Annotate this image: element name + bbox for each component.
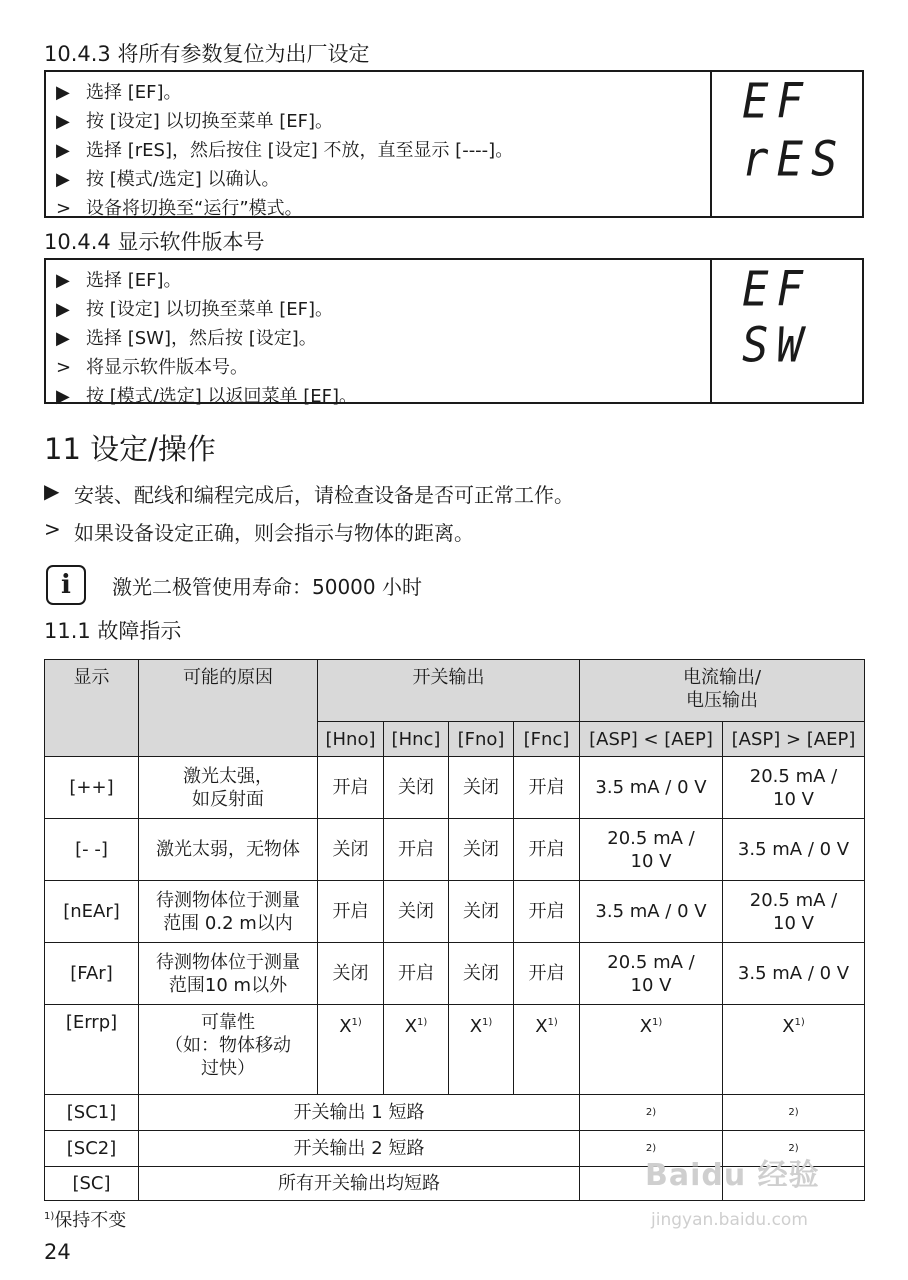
display-readout-sw: SW [742,317,811,374]
cell-hnc: 关闭 [384,757,449,819]
watermark-url: jingyan.baidu.com [651,1210,808,1230]
cell-display: [SC2] [45,1131,139,1167]
footnote: $^{1)}$保持不变 [44,1210,127,1231]
step-item [56,78,716,107]
result-line [44,517,474,546]
step-text: 按 [设定] 以切换至菜单 [EF]。 [86,299,333,320]
cell-fno: 关闭 [449,819,514,881]
cell-analog-2: $X^{1)}$ [723,1005,865,1095]
display-panel [710,72,862,216]
step-text: 选择 [rES]，然后按住 [设定] 不放，直至显示 [----]。 [86,140,514,161]
step-arrow-icon: ▶ [56,140,70,161]
header-fno: [Fno] [449,722,514,757]
cell-fnc: 开启 [514,943,580,1005]
display-readout-res: rES [742,131,846,188]
cell-fno: 关闭 [449,881,514,943]
step-item [56,295,716,324]
cell-fno: 关闭 [449,757,514,819]
cell-analog-1: $X^{1)}$ [580,1005,723,1095]
step-arrow-icon: ▶ [56,82,70,103]
cell-cause: 待测物体位于测量 范围 0.2 m以内 [139,881,318,943]
cell-display: [SC] [45,1167,139,1201]
section-title-10-4-3: 10.4.3 将所有参数复位为出厂设定 [44,42,370,66]
reset-steps [46,72,716,219]
step-arrow-icon: ▶ [56,111,70,132]
display-readout-ef: EF [742,261,811,318]
cell-fno: $X^{1)}$ [449,1005,514,1095]
result-marker: > [56,357,72,378]
cell-fnc: $X^{1)}$ [514,1005,580,1095]
display-readout-ef: EF [742,73,811,130]
cell-fnc: 开启 [514,819,580,881]
cell-display: [++] [45,757,139,819]
cell-analog-1: 2) [580,1095,723,1131]
cell-hnc: 开启 [384,943,449,1005]
cell-hno: 开启 [318,881,384,943]
step-text: 按 [设定] 以切换至菜单 [EF]。 [86,111,333,132]
cell-display: [nEAr] [45,881,139,943]
table-row [45,881,865,943]
header-analog-output: 电流输出/ 电压输出 [580,660,865,722]
laser-lifetime-note: 激光二极管使用寿命：50000 小时 [112,575,422,599]
table-row [45,1095,865,1131]
result-marker: > [56,198,72,219]
cell-analog-2: 2) [723,1095,865,1131]
table-row [45,757,865,819]
step-text: 选择 [SW]，然后按 [设定]。 [86,328,317,349]
step-item [56,136,716,165]
cell-fno: 关闭 [449,943,514,1005]
step-text: 将显示软件版本号。 [86,357,248,378]
cell-analog-1: 20.5 mA / 10 V [580,819,723,881]
page-number: 24 [44,1240,71,1264]
cell-analog-2: 3.5 mA / 0 V [723,943,865,1005]
section-title-10-4-4: 10.4.4 显示软件版本号 [44,230,265,254]
result-text: 如果设备设定正确，则会指示与物体的距离。 [74,521,474,545]
header-asp-lt-aep: [ASP] < [AEP] [580,722,723,757]
cell-analog-1: 2) [580,1131,723,1167]
table-row [45,819,865,881]
cell-analog-2: 20.5 mA / 10 V [723,757,865,819]
reset-instructions-box [44,70,864,218]
step-item [56,324,716,353]
header-hnc: [Hnc] [384,722,449,757]
step-item [56,266,716,295]
cell-fnc: 开启 [514,881,580,943]
cell-display: [FAr] [45,943,139,1005]
cell-hnc: $X^{1)}$ [384,1005,449,1095]
cell-hno: $X^{1)}$ [318,1005,384,1095]
cell-analog-2: 20.5 mA / 10 V [723,881,865,943]
cell-display: [SC1] [45,1095,139,1131]
instruction-line [44,479,574,508]
chapter-title: 11 设定/操作 [44,432,216,466]
step-item [56,107,716,136]
header-cause: 可能的原因 [139,660,318,757]
fault-indication-table [44,659,865,1201]
cell-analog-1: 20.5 mA / 10 V [580,943,723,1005]
cell-hnc: 开启 [384,819,449,881]
header-fnc: [Fnc] [514,722,580,757]
cell-hnc: 关闭 [384,881,449,943]
step-arrow-icon: ▶ [56,299,70,320]
cell-analog-2: 2) [723,1131,865,1167]
header-switch-output: 开关输出 [318,660,580,722]
software-version-box [44,258,864,407]
step-text: 选择 [EF]。 [86,82,182,103]
baidu-watermark [645,1150,860,1245]
display-panel [710,260,862,402]
version-steps [46,260,716,407]
header-asp-gt-aep: [ASP] > [AEP] [723,722,865,757]
step-text: 按 [模式/选定] 以返回菜单 [EF]。 [86,386,358,407]
cell-cause: 开关输出 2 短路 [139,1131,580,1167]
table-row [45,1005,865,1095]
table-header-row [45,660,865,722]
header-display: 显示 [45,660,139,757]
cell-analog-1: 3.5 mA / 0 V [580,757,723,819]
cell-fnc: 开启 [514,757,580,819]
step-item [56,382,716,411]
cell-display: [- -] [45,819,139,881]
step-arrow-icon: ▶ [56,270,70,291]
step-item [56,165,716,194]
instruction-text: 安装、配线和编程完成后，请检查设备是否可正常工作。 [74,483,574,507]
cell-hno: 关闭 [318,943,384,1005]
cell-display: [Errp] [45,1005,139,1095]
info-glyph: i [61,570,71,600]
table-row [45,943,865,1005]
cell-cause: 开关输出 1 短路 [139,1095,580,1131]
cell-cause: 可靠性 （如：物体移动 过快） [139,1005,318,1095]
cell-hno: 开启 [318,757,384,819]
result-marker: > [44,517,61,541]
step-text: 设备将切换至“运行”模式。 [86,198,303,219]
step-arrow-icon: ▶ [56,386,70,407]
cell-hno: 关闭 [318,819,384,881]
step-item [56,194,716,223]
step-text: 按 [模式/选定] 以确认。 [86,169,280,190]
cell-analog-1: 3.5 mA / 0 V [580,881,723,943]
cell-cause: 激光太强， 如反射面 [139,757,318,819]
step-text: 选择 [EF]。 [86,270,182,291]
step-arrow-icon: ▶ [44,479,60,503]
step-item [56,353,716,382]
step-arrow-icon: ▶ [56,169,70,190]
info-icon [46,565,86,605]
section-title-11-1: 11.1 故障指示 [44,619,182,643]
header-hno: [Hno] [318,722,384,757]
cell-cause: 所有开关输出均短路 [139,1167,580,1201]
watermark-brand: Baidu 经验 [645,1158,820,1193]
cell-analog-2: 3.5 mA / 0 V [723,819,865,881]
cell-cause: 待测物体位于测量 范围10 m以外 [139,943,318,1005]
cell-cause: 激光太弱，无物体 [139,819,318,881]
step-arrow-icon: ▶ [56,328,70,349]
